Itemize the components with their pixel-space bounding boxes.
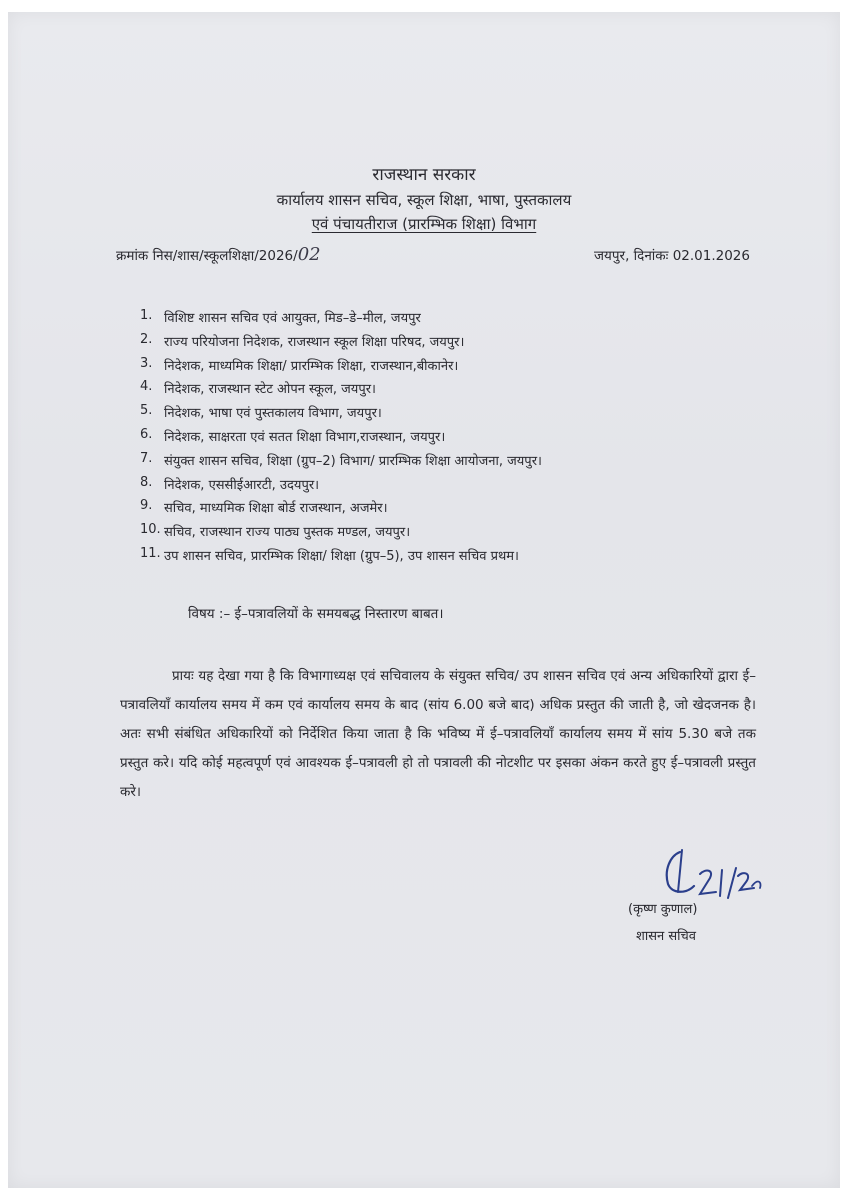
addressee-text: सचिव, माध्यमिक शिक्षा बोर्ड राजस्थान, अजमेर। — [164, 501, 388, 517]
addressee-number: 1. — [140, 308, 153, 323]
addressee-list — [140, 308, 700, 570]
place-date: जयपुर, दिनांकः 02.01.2026 — [594, 248, 750, 264]
addressee-item — [140, 308, 700, 332]
addressee-item — [140, 522, 700, 546]
addressee-text: निदेशक, एससीईआरटी, उदयपुर। — [164, 477, 320, 493]
addressee-number: 7. — [140, 450, 153, 466]
office-title: कार्यालय शासन सचिव, स्कूल शिक्षा, भाषा, पुस्तकालय — [276, 191, 572, 209]
signatory-name: (कृष्ण कुणाल) — [628, 902, 698, 917]
addressee-text: निदेशक, भाषा एवं पुस्तकालय विभाग, जयपुर। — [164, 406, 382, 422]
addressee-item — [140, 403, 700, 427]
subject-line: विषय :– ई–पत्रावलियों के समयबद्ध निस्तारण बाबत। — [188, 606, 444, 622]
signatory-designation: शासन सचिव — [636, 929, 696, 944]
addressee-number: 8. — [140, 474, 153, 490]
addressee-number: 2. — [140, 331, 153, 347]
addressee-text: संयुक्त शासन सचिव, शिक्षा (ग्रुप–2) विभाग/ प्रारम्भिक शिक्षा आयोजना, जयपुर। — [164, 453, 542, 469]
addressee-item — [140, 356, 700, 380]
body-paragraph: प्रायः यह देखा गया है कि विभागाध्यक्ष एवं सचिवालय के संयुक्त सचिव/ उप शासन सचिव एवं अन्य अधिकारियों द्वारा ई–पत्रावलियॉं कार्यालय समय में कम एवं कार्यालय समय के बाद (सांय 6.00 बजे बाद) अधिक प्रस्तुत की जाती है, जो खेदजनक है। अतः सभी संबंधित अधिकारियों को निर्देशित किया जाता है कि भविष्य में ई–पत्रावलियॉं कार्यालय समय में सांय 5.30 बजे तक प्रस्तुत करे। यदि कोई महत्वपूर्ण एवं आवश्यक ई–पत्रावली हो तो पत्रावली की नोटशीट पर इसका अंकन करते हुए ई–पत्रावली प्रस्तुत करे। — [120, 668, 756, 800]
addressee-item — [140, 379, 700, 403]
addressee-number: 11. — [140, 545, 161, 561]
addressee-text: निदेशक, माध्यमिक शिक्षा/ प्रारम्भिक शिक्षा, राजस्थान,बीकानेर। — [164, 358, 459, 374]
addressee-item — [140, 546, 700, 570]
addressee-text: निदेशक, साक्षरता एवं सतत शिक्षा विभाग,राजस्थान, जयपुर। — [164, 429, 446, 445]
addressee-text: राज्य परियोजना निदेशक, राजस्थान स्कूल शिक्षा परिषद, जयपुर। — [164, 334, 465, 350]
addressee-item — [140, 498, 700, 522]
addressee-text: सचिव, राजस्थान राज्य पाठ्य पुस्तक मण्डल, जयपुर। — [164, 525, 411, 541]
addressee-text: निदेशक, राजस्थान स्टेट ओपन स्कूल, जयपुर। — [164, 382, 376, 398]
department-title — [8, 214, 840, 234]
addressee-number: 10. — [140, 522, 161, 538]
reference-prefix: क्रमांक निस/शास/स्कूलशिक्षा/2026/ — [116, 248, 298, 264]
addressee-text: विशिष्ट शासन सचिव एवं आयुक्त, मिड–डे–मील, जयपुर — [164, 311, 421, 326]
department-title-text: एवं पंचायतीराज (प्रारम्भिक शिक्षा) विभाग — [311, 215, 537, 233]
addressee-number: 6. — [140, 426, 153, 442]
addressee-number: 3. — [140, 355, 153, 371]
government-title: राजस्थान सरकार — [372, 165, 476, 185]
reference-handwritten-number: 02 — [297, 244, 321, 265]
addressee-item — [140, 427, 700, 451]
addressee-item — [140, 332, 700, 356]
letter-page — [8, 12, 840, 1188]
addressee-text: उप शासन सचिव, प्रारम्भिक शिक्षा/ शिक्षा (ग्रुप–5), उप शासन सचिव प्रथम। — [164, 548, 519, 564]
addressee-item — [140, 475, 700, 499]
addressee-number: 5. — [140, 403, 153, 419]
addressee-item — [140, 451, 700, 475]
addressee-number: 9. — [140, 498, 153, 514]
addressee-number: 4. — [140, 379, 153, 395]
reference-number — [116, 244, 321, 265]
